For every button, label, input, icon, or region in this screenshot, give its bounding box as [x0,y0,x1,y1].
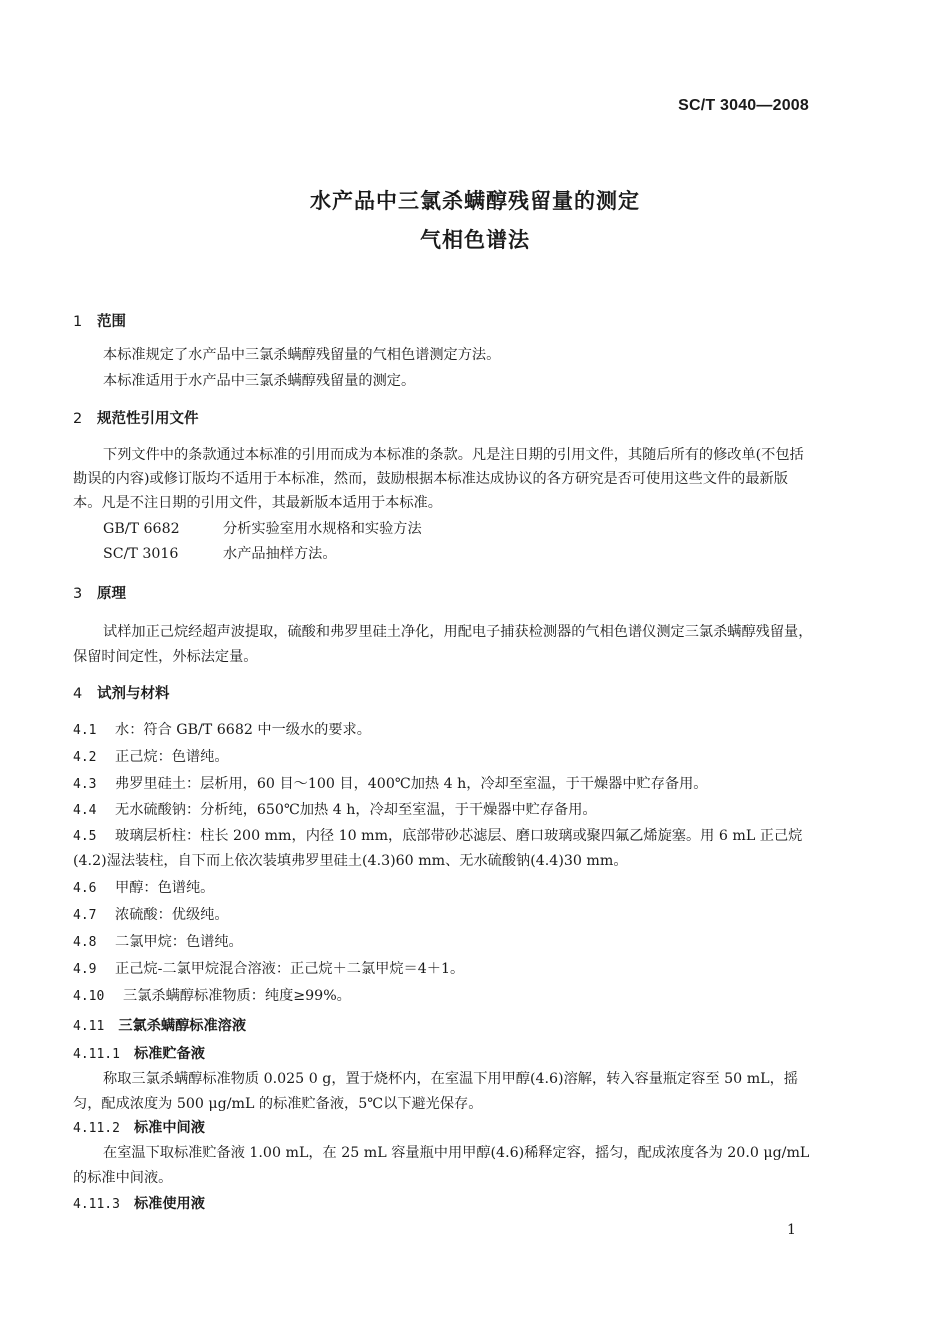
item-text: 正己烷-二氯甲烷混合溶液：正己烷＋二氯甲烷＝4＋1。 [115,961,465,977]
paragraph: 试样加正己烷经超声波提取，硫酸和弗罗里硅土净化，用配电子捕获检测器的气相色谱仪测定三氯杀螨醇残留量，保留时间定性，外标法定量。 [73,624,813,665]
section-4-heading [73,682,170,703]
item-text: 玻璃层析柱：柱长 200 mm，内径 10 mm，底部带砂芯滤层、磨口玻璃或聚四氟乙烯旋塞。用 6 mL 正己烷(4.2)湿法装柱，自下而上依次装填弗罗里硅土(4.3)60 mm、无水硫酸钠(4.4)30 mm。 [73,828,803,869]
paragraph: 本标准适用于水产品中三氯杀螨醇残留量的测定。 [103,373,416,389]
section-title: 规范性引用文件 [97,411,199,427]
reference-title: 水产品抽样方法。 [223,546,337,562]
section-1-heading [73,310,126,331]
section-number: 4 [73,686,83,702]
reference-title: 分析实验室用水规格和实验方法 [223,521,422,537]
item-number: 4.2 [73,750,97,765]
section-2-heading [73,407,199,428]
list-item [73,984,815,1009]
subsection-heading [73,1015,246,1035]
list-item [73,930,815,955]
subsection-title: 标准使用液 [133,1196,205,1212]
section-number: 2 [73,411,83,427]
reference-code: SC/T 3016 [103,546,179,562]
standard-code: SC/T 3040—2008 [678,97,809,114]
item-text: 三氯杀螨醇标准物质：纯度≥99%。 [123,988,351,1004]
item-number: 4.8 [73,935,97,950]
list-item [73,745,815,770]
section-title: 原理 [97,586,126,602]
paragraph: 称取三氯杀螨醇标准物质 0.025 0 g，置于烧杯内，在室温下用甲醇(4.6)溶解，转入容量瓶定容至 50 mL，摇匀，配成浓度为 500 μg/mL 的标准贮备液，5℃以下避光保存。 [73,1071,798,1112]
subsection-heading [73,1117,205,1137]
item-number: 4.6 [73,881,97,896]
item-number: 4.7 [73,908,97,923]
item-text: 正己烷：色谱纯。 [115,749,229,765]
list-item [73,824,815,873]
item-number: 4.1 [73,723,97,738]
reference-code: GB/T 6682 [103,521,180,537]
subsection-title: 标准贮备液 [133,1046,205,1062]
list-item [73,957,815,982]
document-subtitle: 气相色谱法 [420,228,530,252]
section-number: 1 [73,314,83,330]
normative-reference [103,543,845,565]
item-text: 水：符合 GB/T 6682 中一级水的要求。 [115,722,371,738]
item-text: 甲醇：色谱纯。 [115,880,215,896]
list-item [73,772,815,797]
item-number: 4.9 [73,962,97,977]
subsection-heading [73,1193,205,1213]
paragraph: 下列文件中的条款通过本标准的引用而成为本标准的条款。凡是注日期的引用文件，其随后所有的修改单(不包括勘误的内容)或修订版均不适用于本标准，然而，鼓励根据本标准达成协议的各方研究是否可使用这些文件的最新版本。凡是不注日期的引用文件，其最新版本适用于本标准。 [73,447,804,511]
list-item [73,798,815,823]
item-text: 二氯甲烷：色谱纯。 [115,934,243,950]
section-title: 试剂与材料 [97,686,170,702]
list-item [73,876,815,901]
item-number: 4.11.1 [73,1047,120,1062]
item-number: 4.5 [73,829,97,844]
document-title: 水产品中三氯杀螨醇残留量的测定 [310,189,640,213]
item-text: 弗罗里硅土：层析用，60 目～100 目，400℃加热 4 h，冷却至室温，于干燥器中贮存备用。 [115,776,708,792]
paragraph: 本标准规定了水产品中三氯杀螨醇残留量的气相色谱测定方法。 [103,347,501,363]
item-number: 4.11.3 [73,1197,120,1212]
paragraph: 在室温下取标准贮备液 1.00 mL，在 25 mL 容量瓶中用甲醇(4.6)稀释定容，摇匀，配成浓度各为 20.0 μg/mL 的标准中间液。 [73,1145,810,1186]
item-number: 4.11 [73,1019,105,1034]
section-title: 范围 [97,314,126,330]
item-text: 无水硫酸钠：分析纯，650℃加热 4 h，冷却至室温，于干燥器中贮存备用。 [115,802,597,818]
list-item [73,903,815,928]
item-number: 4.10 [73,989,105,1004]
item-number: 4.3 [73,777,97,792]
item-text: 浓硫酸：优级纯。 [115,907,229,923]
subsection-title: 三氯杀螨醇标准溶液 [118,1018,247,1034]
subsection-title: 标准中间液 [133,1120,205,1136]
section-3-heading [73,582,126,603]
item-number: 4.4 [73,803,97,818]
section-number: 3 [73,586,83,602]
subsection-heading [73,1043,205,1063]
page-number: 1 [787,1222,796,1238]
list-item [73,718,815,743]
normative-reference [103,518,845,540]
item-number: 4.11.2 [73,1121,120,1136]
